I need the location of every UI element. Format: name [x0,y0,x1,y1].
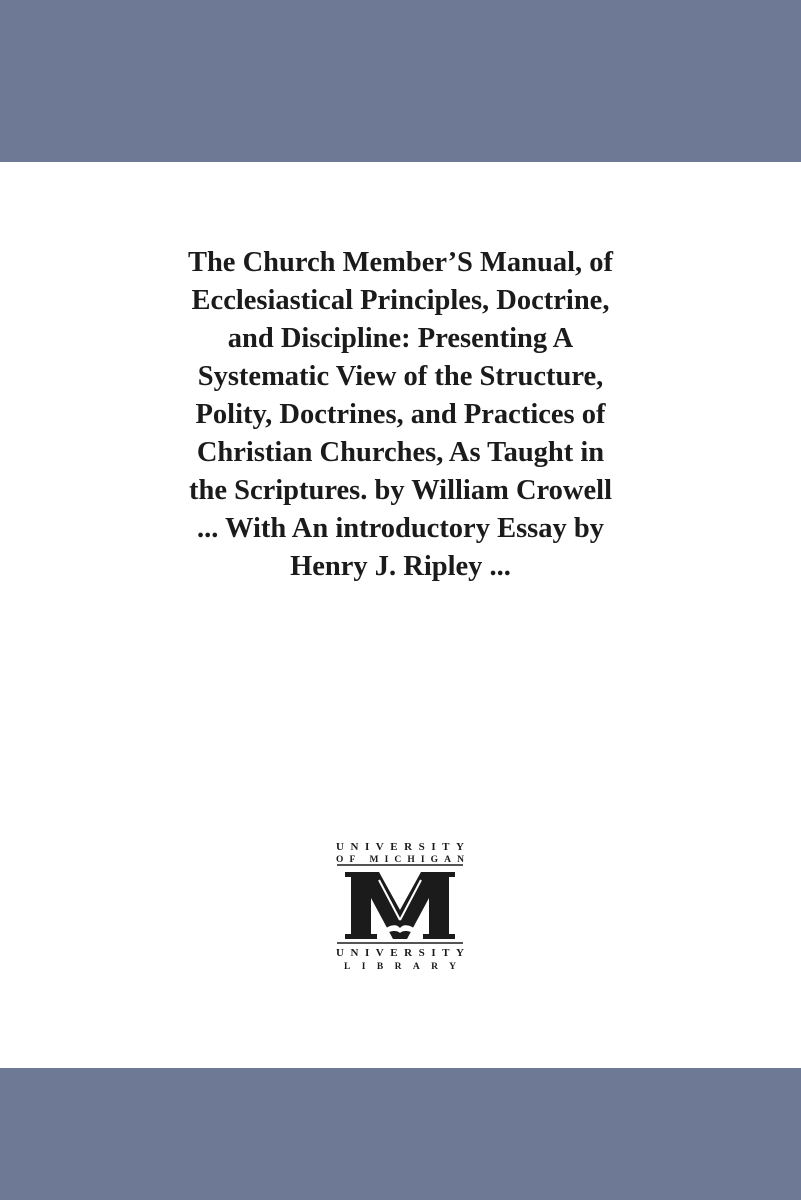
top-color-band [0,0,801,162]
logo-graphic [327,838,473,972]
book-title: The Church Member’S Manual, of Ecclesiastical Principles, Doctrine, and Discipline: Presenting A Systematic View of the Structure, Polity, Doctrines, and Practices of Christian Churches, As Taught in the Scriptures. by William Crowell ... With An introductory Essay by Henry J. Ripley ... [187,247,614,582]
logo-text-university-bottom: UNIVERSITY [336,947,464,959]
logo-text-library: LIBRARY [344,962,456,972]
university-of-michigan-library-logo [327,838,473,972]
block-m-icon [345,872,455,939]
logo-text-of-michigan: OF MICHIGAN [336,855,464,865]
bottom-color-band [0,1068,801,1200]
logo-text-university-top: UNIVERSITY [336,841,464,853]
